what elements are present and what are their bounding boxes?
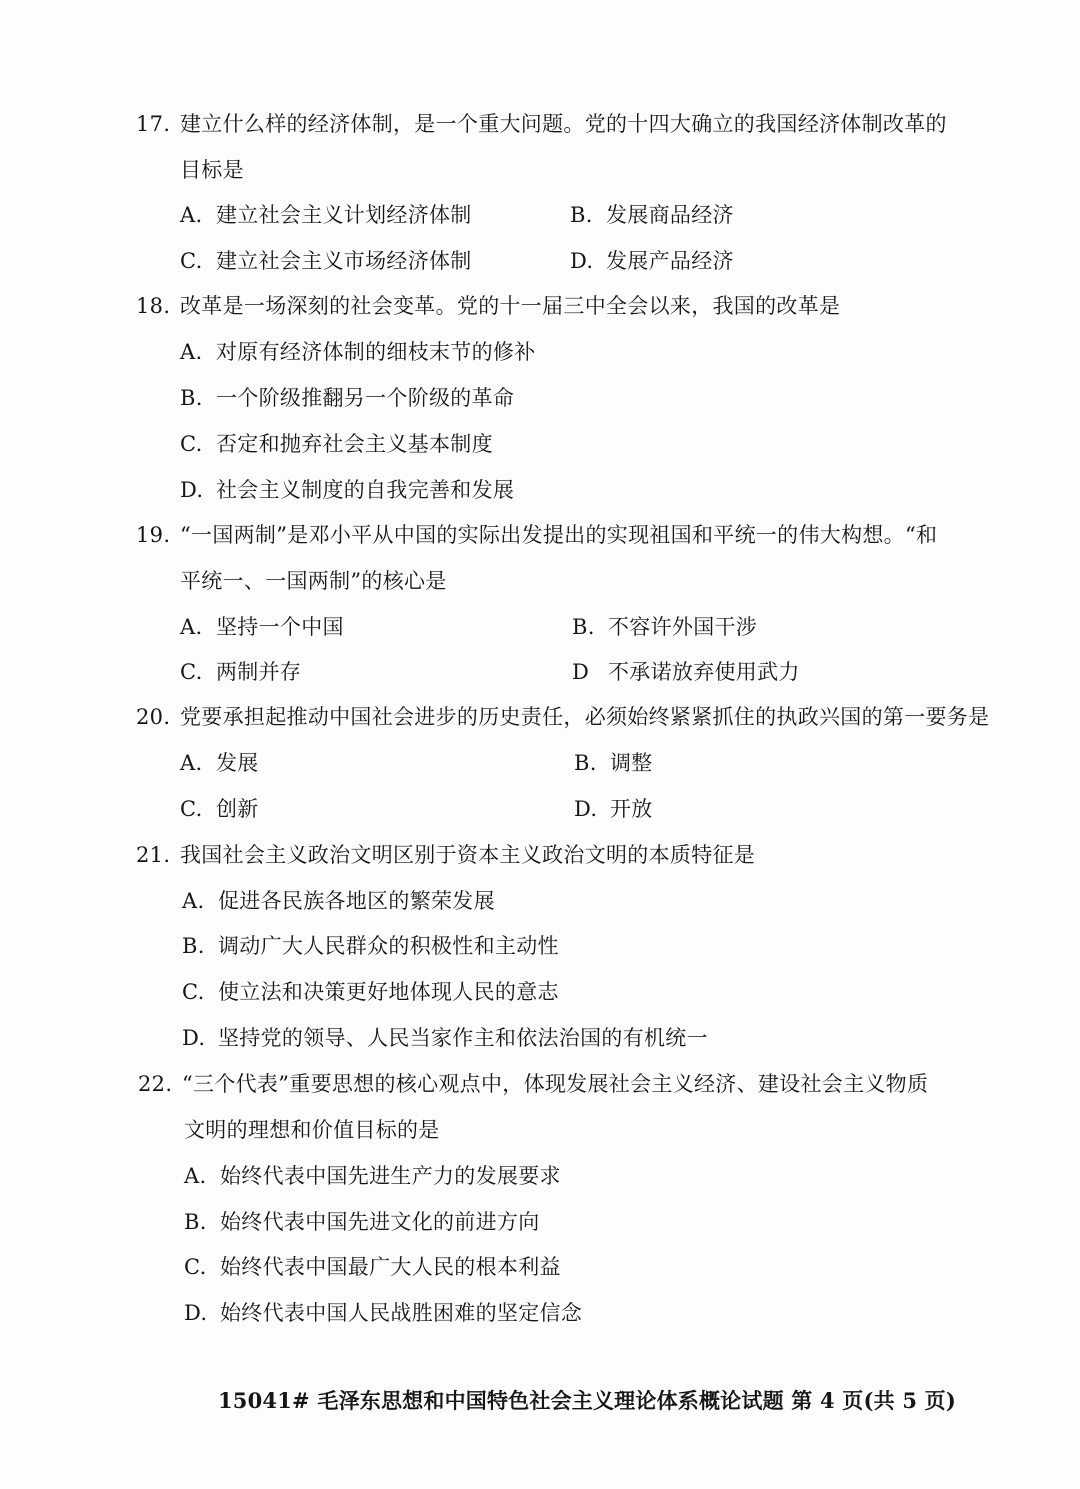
question-17-option-a: A. 建立社会主义计划经济体制 (180, 203, 472, 227)
question-21-option-d: D. 坚持党的领导、人民当家作主和依法治国的有机统一 (182, 1026, 708, 1050)
question-19-option-a: A. 坚持一个中国 (180, 615, 344, 639)
question-number: 19. (136, 523, 171, 547)
question-17-stem-line-1: 17. 建立什么样的经济体制，是一个重大问题。党的十四大确立的我国经济体制改革的 (136, 112, 947, 136)
question-20-option-b: B. 调整 (574, 751, 653, 775)
question-number: 20. (136, 705, 171, 729)
question-22-option-c: C. 始终代表中国最广大人民的根本利益 (184, 1255, 561, 1279)
question-19-option-b: B. 不容许外国干涉 (572, 615, 758, 639)
page-footer: 15041# 毛泽东思想和中国特色社会主义理论体系概论试题 第 4 页(共 5 页) (218, 1388, 957, 1413)
question-20-option-c: C. 创新 (180, 797, 259, 821)
question-20-option-a: A. 发展 (180, 751, 259, 775)
question-number: 17. (136, 112, 171, 136)
question-17-option-b: B. 发展商品经济 (570, 203, 734, 227)
question-number: 18. (136, 294, 171, 318)
question-17-option-d: D. 发展产品经济 (570, 249, 734, 273)
question-19-stem-line-1: 19. “一国两制”是邓小平从中国的实际出发提出的实现祖国和平统一的伟大构想。“和 (136, 523, 938, 547)
question-18-stem-line-1: 18. 改革是一场深刻的社会变革。党的十一届三中全会以来，我国的改革是 (136, 294, 841, 318)
question-18-option-a: A. 对原有经济体制的细枝末节的修补 (180, 340, 536, 364)
question-17-option-c: C. 建立社会主义市场经济体制 (180, 249, 472, 273)
question-21-option-b: B. 调动广大人民群众的积极性和主动性 (182, 934, 559, 958)
question-22-option-b: B. 始终代表中国先进文化的前进方向 (184, 1210, 540, 1234)
question-18-option-c: C. 否定和抛弃社会主义基本制度 (180, 432, 493, 456)
question-19-option-d: D 不承诺放弃使用武力 (572, 660, 800, 684)
question-number: 21. (136, 843, 171, 867)
question-22-option-d: D. 始终代表中国人民战胜困难的坚定信念 (184, 1301, 583, 1325)
question-18-option-b: B. 一个阶级推翻另一个阶级的革命 (180, 386, 515, 410)
question-19-option-c: C. 两制并存 (180, 660, 302, 684)
question-21-stem-line-1: 21. 我国社会主义政治文明区别于资本主义政治文明的本质特征是 (136, 843, 756, 867)
question-19-stem-line-2: 平统一、一国两制”的核心是 (180, 569, 447, 593)
question-number: 22. (138, 1072, 173, 1096)
question-22-option-a: A. 始终代表中国先进生产力的发展要求 (184, 1164, 561, 1188)
question-21-option-c: C. 使立法和决策更好地体现人民的意志 (182, 980, 559, 1004)
question-21-option-a: A. 促进各民族各地区的繁荣发展 (182, 889, 495, 913)
question-20-stem-line-1: 20. 党要承担起推动中国社会进步的历史责任，必须始终紧紧抓住的执政兴国的第一要务是 (136, 705, 990, 729)
question-20-option-d: D. 开放 (574, 797, 653, 821)
question-22-stem-line-1: 22. “三个代表”重要思想的核心观点中，体现发展社会主义经济、建设社会主义物质 (138, 1072, 929, 1096)
question-22-stem-line-2: 文明的理想和价值目标的是 (184, 1118, 440, 1142)
question-17-stem-line-2: 目标是 (180, 158, 244, 182)
question-18-option-d: D. 社会主义制度的自我完善和发展 (180, 478, 515, 502)
